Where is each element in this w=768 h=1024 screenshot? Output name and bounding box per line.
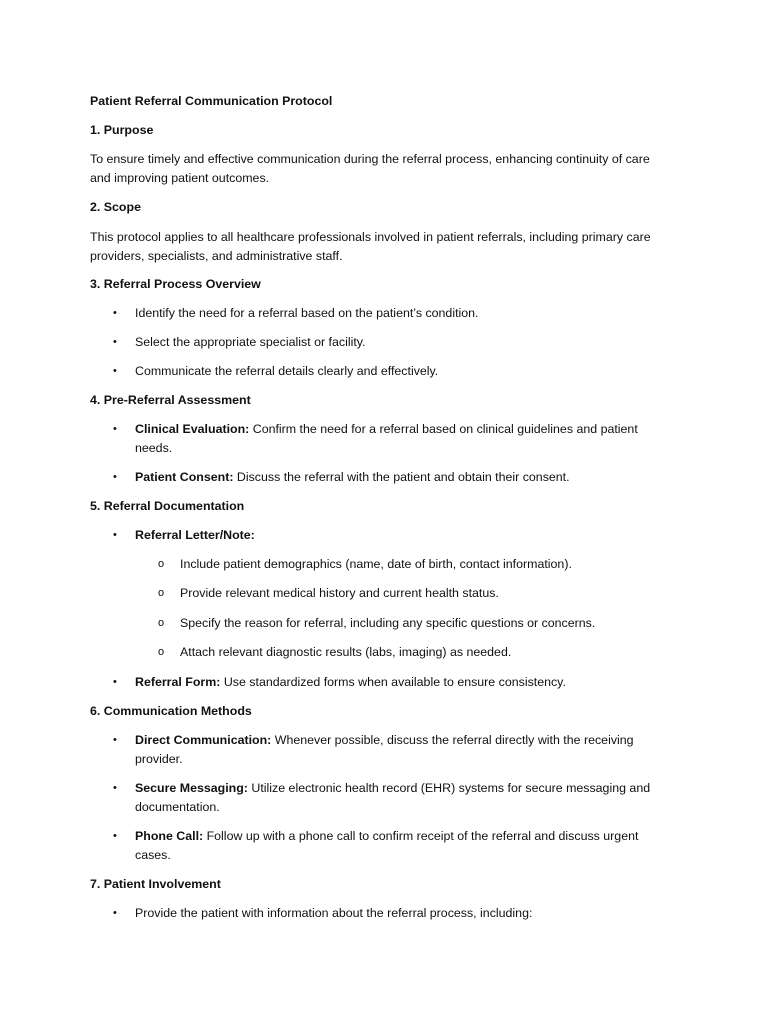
assessment-item-clinical-evaluation <box>135 420 638 439</box>
method-item-direct-communication <box>135 731 634 750</box>
bullet-marker: • <box>113 830 117 842</box>
overview-item: Communicate the referral details clearly and effectively. <box>135 364 439 378</box>
section-heading-documentation: 5. Referral Documentation <box>90 499 245 513</box>
method-item-phone-call <box>135 827 638 846</box>
involvement-item: Provide the patient with information about the referral process, including: <box>135 906 533 920</box>
item-text: Confirm the need for a referral based on clinical guidelines and patient <box>249 422 638 436</box>
section-heading-involvement: 7. Patient Involvement <box>90 877 221 891</box>
sub-bullet-marker: o <box>158 646 165 658</box>
section-heading-purpose: 1. Purpose <box>90 123 154 137</box>
bullet-marker: • <box>113 307 117 319</box>
bullet-marker: • <box>113 734 117 746</box>
item-text: Use standardized forms when available to ensure consistency. <box>220 675 566 689</box>
bullet-marker: • <box>113 365 117 377</box>
referral-form-item <box>135 673 566 692</box>
bullet-marker: • <box>113 336 117 348</box>
document-title: Patient Referral Communication Protocol <box>90 94 333 108</box>
documentation-sub-item: Include patient demographics (name, date of birth, contact information). <box>180 557 572 571</box>
sub-bullet-marker: o <box>158 617 165 629</box>
section-heading-methods: 6. Communication Methods <box>90 704 252 718</box>
item-text: Discuss the referral with the patient and obtain their consent. <box>233 470 570 484</box>
purpose-text-line-2: and improving patient outcomes. <box>90 171 270 185</box>
documentation-sub-item: Provide relevant medical history and current health status. <box>180 586 499 600</box>
documentation-sub-item: Attach relevant diagnostic results (labs, imaging) as needed. <box>180 645 512 659</box>
item-text: Follow up with a phone call to confirm receipt of the referral and discuss urgent <box>203 829 639 843</box>
sub-bullet-marker: o <box>158 587 165 599</box>
item-label: Referral Form: <box>135 675 221 689</box>
method-item-secure-messaging-cont: documentation. <box>135 800 220 814</box>
item-label: Secure Messaging: <box>135 781 248 795</box>
assessment-item-patient-consent <box>135 468 570 487</box>
item-text: Whenever possible, discuss the referral directly with the receiving <box>271 733 634 747</box>
bullet-marker: • <box>113 676 117 688</box>
scope-text-line-1: This protocol applies to all healthcare professionals involved in patient referrals, including primary care <box>90 230 651 244</box>
assessment-item-clinical-evaluation-cont: needs. <box>135 441 173 455</box>
bullet-marker: • <box>113 782 117 794</box>
purpose-text-line-1: To ensure timely and effective communication during the referral process, enhancing continuity of care <box>90 152 650 166</box>
section-heading-scope: 2. Scope <box>90 200 141 214</box>
bullet-marker: • <box>113 423 117 435</box>
item-label: Patient Consent: <box>135 470 234 484</box>
documentation-sub-item: Specify the reason for referral, including any specific questions or concerns. <box>180 616 596 630</box>
sub-bullet-marker: o <box>158 558 165 570</box>
item-text: Utilize electronic health record (EHR) systems for secure messaging and <box>247 781 651 795</box>
method-item-direct-communication-cont: provider. <box>135 752 183 766</box>
section-heading-overview: 3. Referral Process Overview <box>90 277 261 291</box>
item-label: Clinical Evaluation: <box>135 422 250 436</box>
item-label: Phone Call: <box>135 829 204 843</box>
referral-letter-label: Referral Letter/Note: <box>135 528 255 542</box>
bullet-marker: • <box>113 907 117 919</box>
bullet-marker: • <box>113 529 117 541</box>
section-heading-assessment: 4. Pre-Referral Assessment <box>90 393 251 407</box>
bullet-marker: • <box>113 471 117 483</box>
overview-item: Identify the need for a referral based on the patient’s condition. <box>135 306 479 320</box>
method-item-secure-messaging <box>135 779 650 798</box>
overview-item: Select the appropriate specialist or facility. <box>135 335 366 349</box>
method-item-phone-call-cont: cases. <box>135 848 171 862</box>
item-label: Direct Communication: <box>135 733 272 747</box>
scope-text-line-2: providers, specialists, and administrative staff. <box>90 249 343 263</box>
